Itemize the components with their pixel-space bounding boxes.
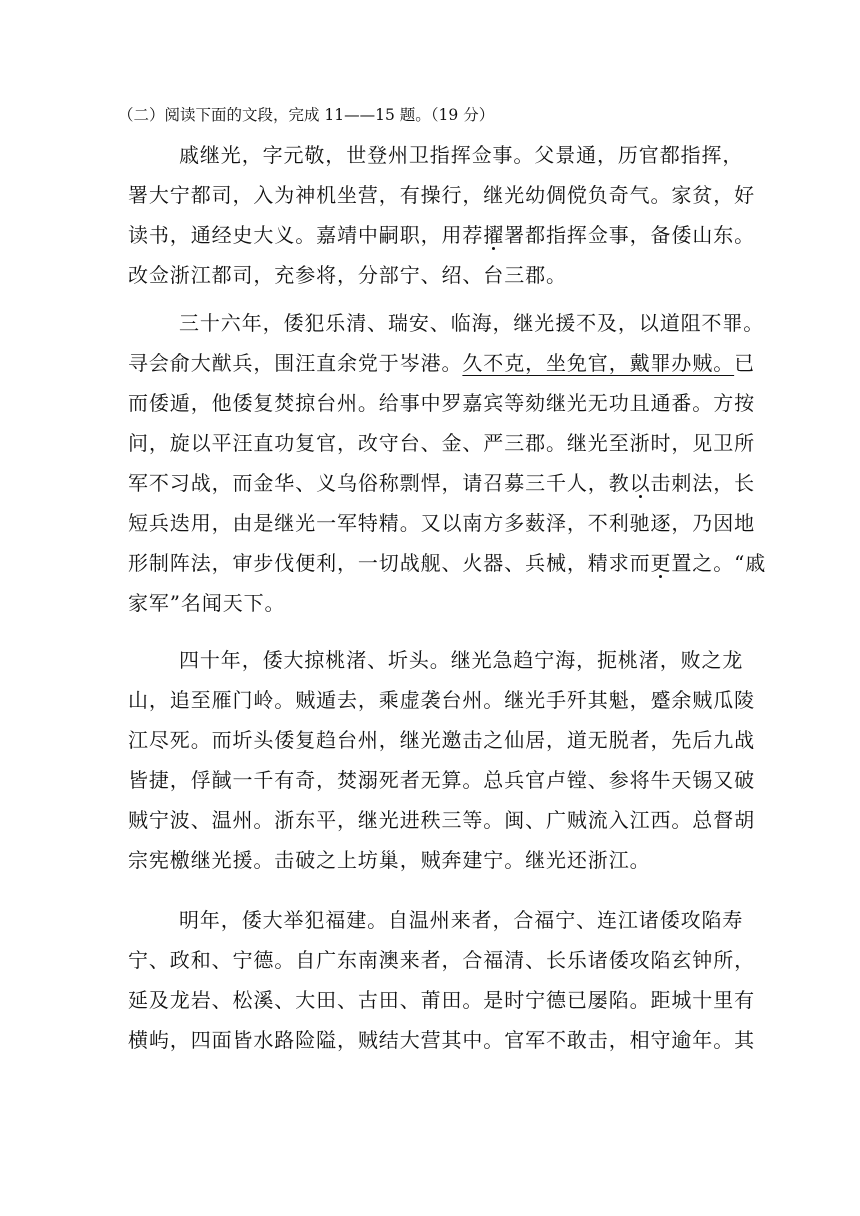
- text-line: 读书，通经史大义。嘉靖中嗣职，用荐擢署都指挥佥事，备倭山东。: [128, 223, 756, 247]
- text-line: 江尽死。而圻头倭复趋台州，继光邀击之仙居，道无脱者，先后九战: [128, 728, 755, 752]
- text-line: 山，追至雁门岭。贼遁去，乘虚袭台州。继光手歼其魁，蹙余贼瓜陵: [128, 688, 755, 712]
- text-line: 三十六年，倭犯乐清、瑞安、临海，继光援不及，以道阻不罪。: [179, 311, 765, 335]
- emphasis-dot-char: 擢: [483, 223, 505, 247]
- text-line: 宗宪檄继光援。击破之上坊巢，贼奔建宁。继光还浙江。: [128, 848, 651, 872]
- text-line: 问，旋以平汪直功复官，改守台、金、严三郡。继光至浙时，见卫所: [128, 431, 755, 455]
- text-line: 四十年，倭大掠桃渚、圻头。继光急趋宁海，扼桃渚，败之龙: [179, 648, 744, 672]
- paragraph-1: [128, 135, 756, 295]
- text-line: 戚继光，字元敬，世登州卫指挥佥事。父景通，历官都指挥，: [179, 143, 744, 167]
- text-line: 皆捷，俘馘一千有奇，焚溺死者无算。总兵官卢镗、参将牛天锡又破: [128, 768, 755, 792]
- emphasis-dot-char: 以: [629, 471, 651, 495]
- emphasis-dot-char: 更: [650, 551, 672, 575]
- section-heading: （二）阅读下面的文段，完成 11——15 题。（19 分）: [118, 106, 495, 124]
- text-line: 延及龙岩、松溪、大田、古田、莆田。是时宁德已屡陷。距城十里有: [128, 988, 755, 1012]
- text-line: 宁、政和、宁德。自广东南澳来者，合福清、长乐诸倭攻陷玄钟所，: [128, 948, 755, 972]
- text-line: 署大宁都司，入为神机坐营，有操行，继光幼倜傥负奇气。家贫，好: [128, 183, 755, 207]
- paragraph-2: [128, 303, 767, 623]
- paragraph-4: [128, 900, 755, 1060]
- text-line: 横屿，四面皆水路险隘，贼结大营其中。官军不敢击，相守逾年。其: [128, 1028, 755, 1052]
- paragraph-3: [128, 640, 755, 880]
- text-line: 短兵迭用，由是继光一军特精。又以南方多薮泽，不利驰逐，乃因地: [128, 511, 755, 535]
- underlined-sentence: 久不克，坐免官，戴罪办贼。: [462, 351, 735, 375]
- text-line: 改佥浙江都司，充参将，分部宁、绍、台三郡。: [128, 263, 567, 287]
- text-line: 明年，倭大举犯福建。自温州来者，合福宁、连江诸倭攻陷寿: [179, 908, 744, 932]
- text-line: 家军”名闻天下。: [128, 591, 286, 615]
- text-line: 形制阵法，审步伐便利，一切战舰、火器、兵械，精求而更置之。“戚: [128, 551, 767, 575]
- text-line: 贼宁波、温州。浙东平，继光进秩三等。闽、广贼流入江西。总督胡: [128, 808, 755, 832]
- text-line: 寻会俞大猷兵，围汪直余党于岑港。久不克，坐免官，戴罪办贼。已: [128, 351, 756, 375]
- text-line: 而倭遁，他倭复焚掠台州。给事中罗嘉宾等劾继光无功且通番。方按: [128, 391, 755, 415]
- text-line: 军不习战，而金华、义乌俗称剽悍，请召募三千人，教以击刺法，长: [128, 471, 756, 495]
